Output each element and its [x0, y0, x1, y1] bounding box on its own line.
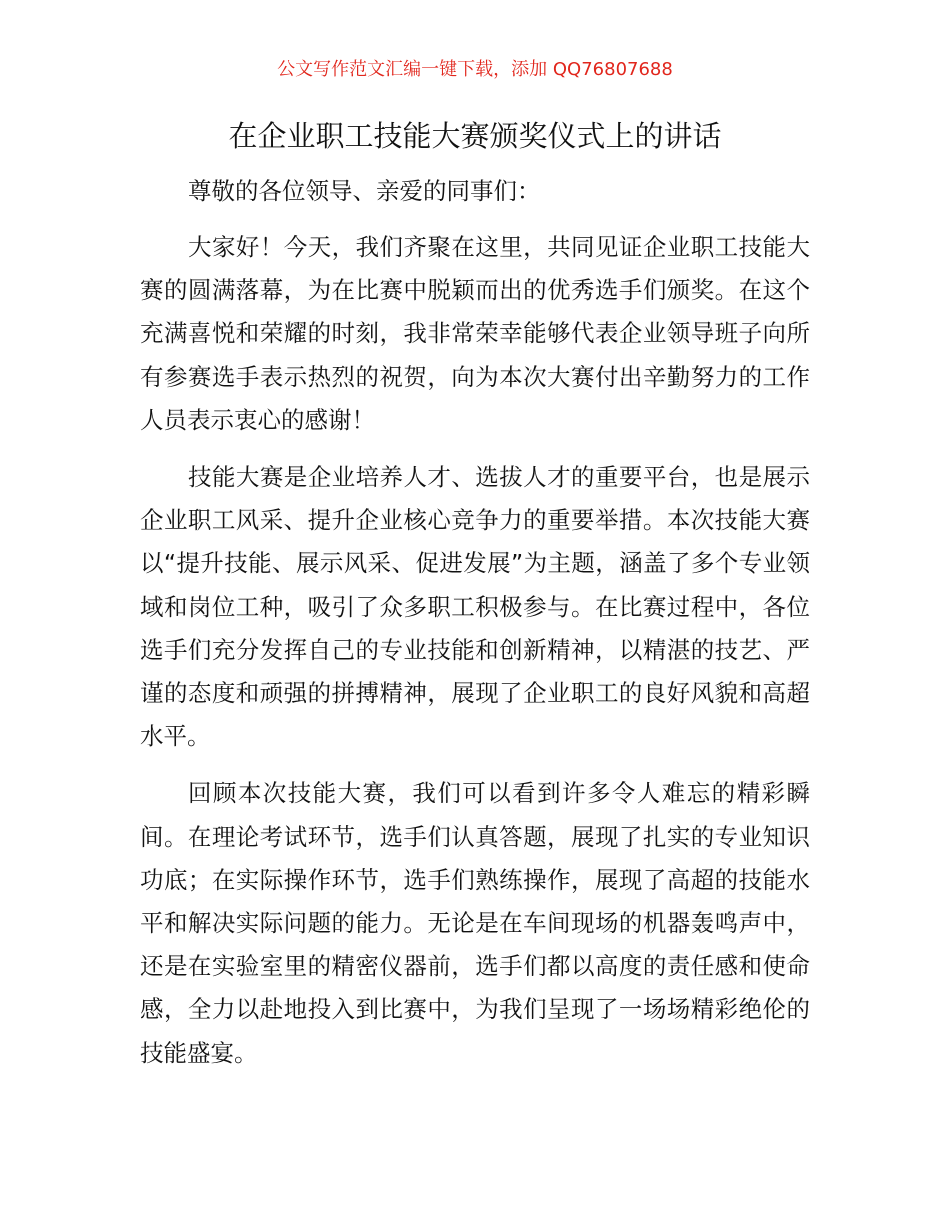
header-download-note: 公文写作范文汇编一键下载，添加 QQ76807688 [277, 59, 673, 80]
paragraph-review: 回顾本次技能大赛，我们可以看到许多令人难忘的精彩瞬间。在理论考试环节，选手们认真答题，展现了扎实的专业知识功底；在实际操作环节，选手们熟练操作，展现了高超的技能水平和解决实际问题的能力。无论是在车间现场的机器轰鸣声中，还是在实验室里的精密仪器前，选手们都以高度的责任感和使命感，全力以赴地投入到比赛中，为我们呈现了一场场精彩绝伦的技能盛宴。 [140, 779, 810, 1067]
salutation: 尊敬的各位领导、亲爱的同事们： [188, 177, 541, 205]
paragraph-opening: 大家好！今天，我们齐聚在这里，共同见证企业职工技能大赛的圆满落幕，为在比赛中脱颖而出的优秀选手们颁奖。在这个充满喜悦和荣耀的时刻，我非常荣幸能够代表企业领导班子向所有参赛选手表示热烈的祝贺，向为本次大赛付出辛勤努力的工作人员表示衷心的感谢！ [140, 233, 810, 434]
paragraph-significance: 技能大赛是企业培养人才、选拔人才的重要平台，也是展示企业职工风采、提升企业核心竞争力的重要举措。本次技能大赛以“提升技能、展示风采、促进发展”为主题，涵盖了多个专业领域和岗位工种，吸引了众多职工积极参与。在比赛过程中，各位选手们充分发挥自己的专业技能和创新精神，以精湛的技艺、严谨的态度和顽强的拼搏精神，展现了企业职工的良好风貌和高超水平。 [140, 463, 810, 751]
document-title: 在企业职工技能大赛颁奖仪式上的讲话 [228, 119, 722, 153]
document-body [140, 170, 810, 1075]
